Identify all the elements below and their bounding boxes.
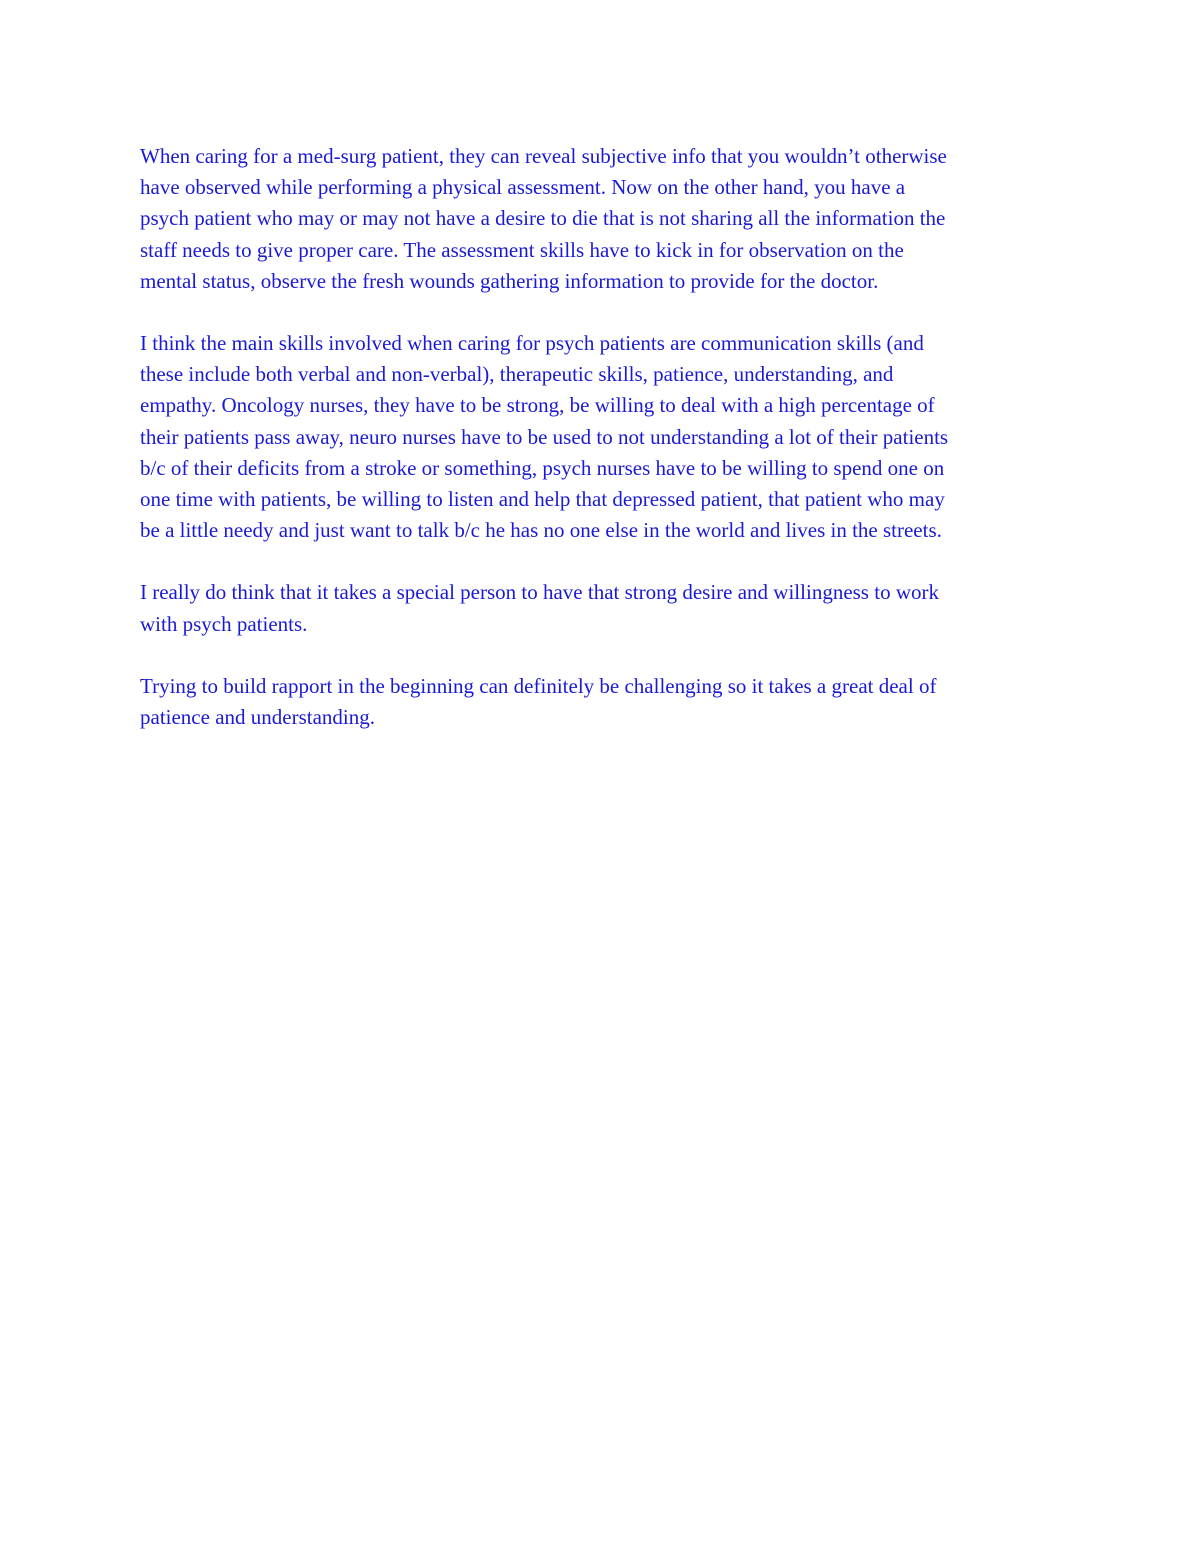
- document-body: [140, 141, 1060, 764]
- text-line: Trying to build rapport in the beginning can definitely be challenging so it takes a great deal of: [140, 673, 937, 698]
- paragraph-4: [140, 671, 1060, 733]
- text-line: these include both verbal and non-verbal), therapeutic skills, patience, understanding, and: [140, 362, 894, 387]
- paragraph-1: [140, 141, 1060, 297]
- text-line: empathy. Oncology nurses, they have to be strong, be willing to deal with a high percentage of: [140, 393, 935, 418]
- text-line: with psych patients.: [140, 611, 308, 636]
- text-line: one time with patients, be willing to listen and help that depressed patient, that patient who may: [140, 487, 945, 512]
- text-line: their patients pass away, neuro nurses have to be used to not understanding a lot of their patients: [140, 424, 949, 449]
- text-line: When caring for a med-surg patient, they can reveal subjective info that you wouldn’t otherwise: [140, 144, 947, 168]
- text-line: psych patient who may or may not have a desire to die that is not sharing all the information the: [140, 206, 946, 231]
- text-line: have observed while performing a physical assessment. Now on the other hand, you have a: [140, 175, 906, 200]
- text-line: be a little needy and just want to talk b/c he has no one else in the world and lives in the streets.: [140, 518, 942, 543]
- paragraph-3: [140, 577, 1060, 639]
- paragraph-2: [140, 328, 1060, 546]
- text-line: b/c of their deficits from a stroke or something, psych nurses have to be willing to spend one on: [140, 455, 945, 480]
- text-line: I really do think that it takes a special person to have that strong desire and willingness to work: [140, 580, 939, 605]
- text-line: patience and understanding.: [140, 705, 375, 730]
- text-line: mental status, observe the fresh wounds gathering information to provide for the doctor.: [140, 268, 879, 293]
- text-line: I think the main skills involved when caring for psych patients are communication skills (and: [140, 331, 924, 356]
- text-line: staff needs to give proper care. The assessment skills have to kick in for observation on the: [140, 237, 904, 262]
